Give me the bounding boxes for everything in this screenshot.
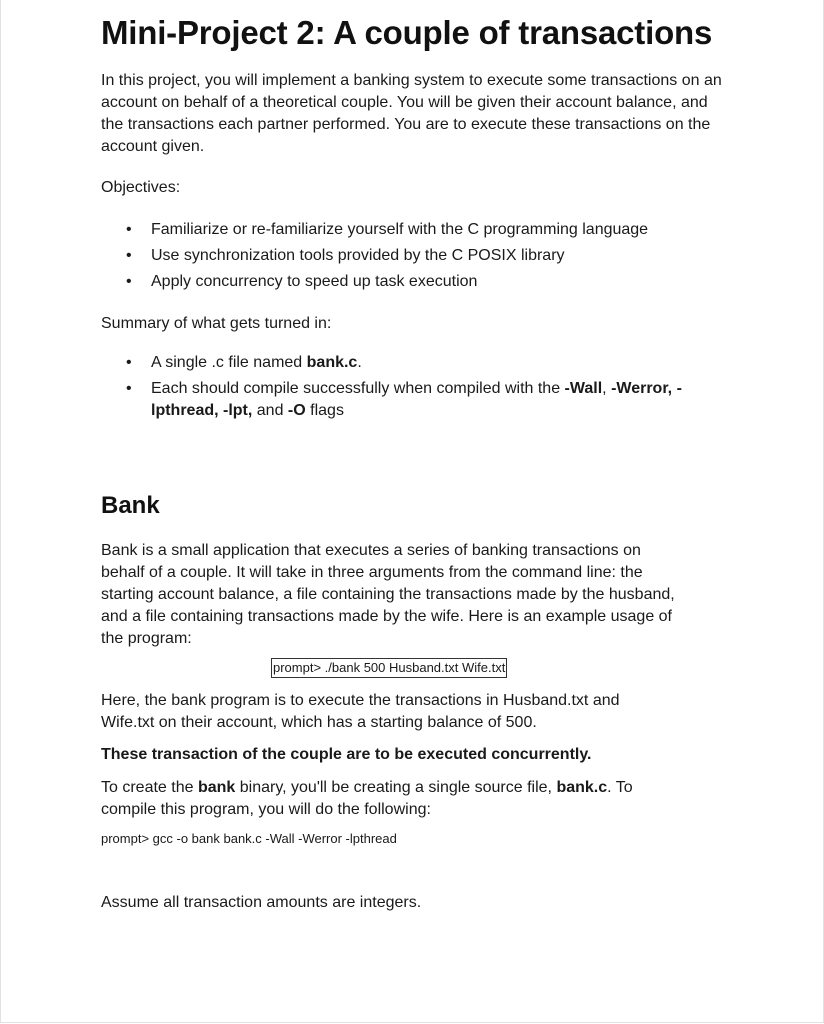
list-item: • Apply concurrency to speed up task execution [101, 271, 731, 293]
bullet-icon: • [126, 273, 132, 290]
example-command-box: prompt> ./bank 500 Husband.txt Wife.txt [271, 658, 507, 678]
objectives-label: Objectives: [101, 179, 181, 196]
page-title: Mini-Project 2: A couple of transactions [101, 14, 713, 51]
bullet-icon: • [126, 380, 132, 397]
summary-list [101, 352, 731, 422]
list-item: • Each should compile successfully when compiled with the -Wall, -Werror, -lpthread, -lpt, and -O flags [126, 380, 682, 419]
bullet-icon: • [126, 354, 132, 371]
create-binary-paragraph: To create the bank binary, you'll be creating a single source file, bank.c. To compile this program, you will do the following: [101, 779, 633, 818]
assumption-paragraph: Assume all transaction amounts are integers. [101, 894, 422, 911]
list-item: • Familiarize or re-familiarize yourself with the C programming language [101, 219, 731, 241]
bullet-icon: • [126, 221, 132, 238]
intro-paragraph: In this project, you will implement a banking system to execute some transactions on an account on behalf of a theoretical couple. You will be given their account balance, and the transactions each partner performed. You are to execute these transactions on the account given. [101, 72, 722, 155]
compile-command: prompt> gcc -o bank bank.c -Wall -Werror -lpthread [101, 831, 397, 846]
concurrency-note: These transaction of the couple are to be executed concurrently. [101, 746, 592, 763]
summary-label: Summary of what gets turned in: [101, 315, 332, 332]
after-example-paragraph: Here, the bank program is to execute the transactions in Husband.txt and Wife.txt on their account, which has a starting balance of 500. [101, 692, 620, 731]
list-item: • Use synchronization tools provided by the C POSIX library [101, 245, 731, 267]
objectives-list [101, 219, 731, 293]
list-item: • A single .c file named bank.c. [101, 352, 731, 374]
bank-description: Bank is a small application that executes a series of banking transactions on behalf of a couple. It will take in three arguments from the command line: the starting account balance, a file containing the transactions made by the husband, and a file containing transactions made by the wife. Here is an example usage of the program: [101, 542, 675, 647]
bullet-icon: • [126, 247, 132, 264]
bank-heading: Bank [101, 492, 160, 519]
